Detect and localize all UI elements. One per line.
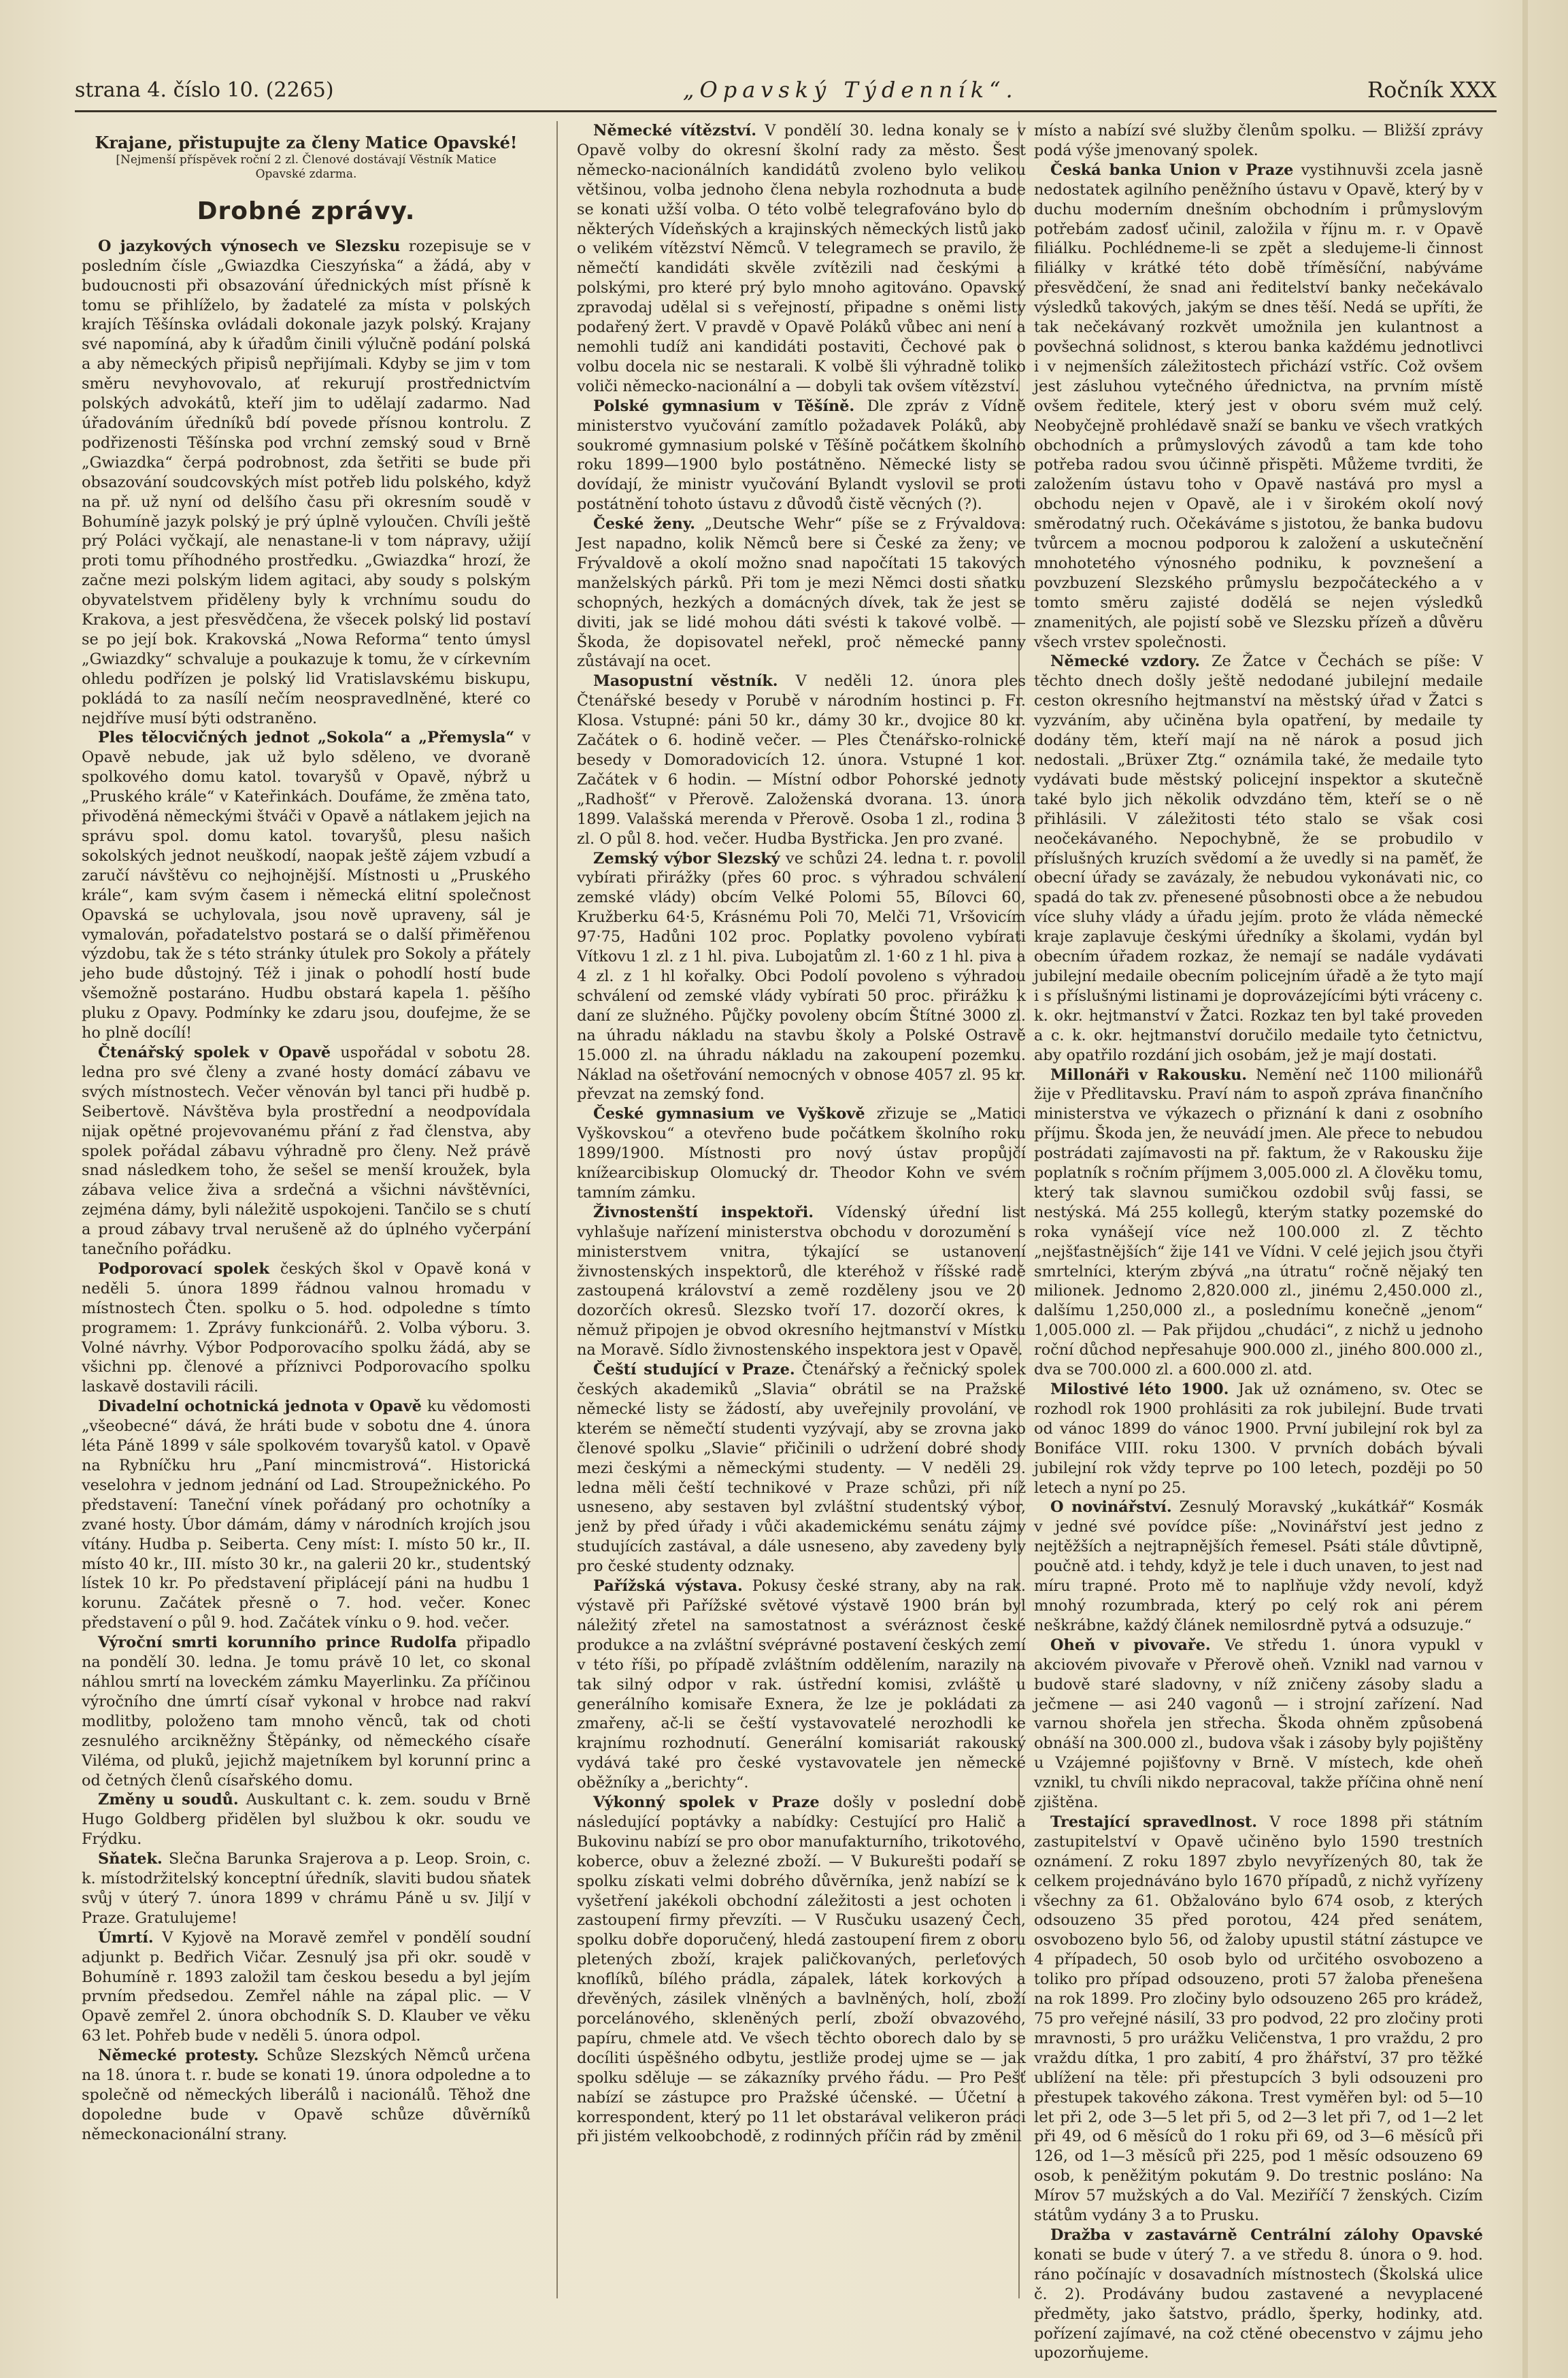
- article-heading: Polské gymnasium v Těšíně.: [593, 397, 855, 415]
- article-heading: Německé vítězství.: [593, 122, 757, 139]
- header-rule: [75, 110, 1497, 112]
- article-heading: Úmrtí.: [98, 1928, 154, 1947]
- article-heading: Ples tělocvičných jednot „Sokola“ a „Přemysla“: [98, 729, 515, 747]
- article-body: Jak už oznámeno, sv. Otec se rozhodl rok 1900 prohlásiti za rok jubilejní. Bude trvati od vánoc 1899 do vánoc 1900. První jubilejní rok byl za Bonifáce VIII. roku 1300. V prvních dobách bývali jubilejní rok vždy teprve po 100 letech, později po 50 letech a nyní po 25.: [1034, 1381, 1483, 1497]
- column-divider: [556, 121, 558, 2298]
- article-body: V neděli 12. února ples Čtenářské besedy v Porubě v národním hostinci p. Fr. Klosa. Vstupné: páni 50 kr., dámy 30 kr., dvojice 80 kr. Začátek o 6. hodině večer. — Ples Čtenářsko-rolnické besedy v Domoradovicích 12. února. Vstupné 1 kor. Začátek v 6 hodin. — Místní odbor Pohorské jednoty „Radhošť“ v Přerově. Založenská dvorana. 13. února 1899. Valašská merenda v Přerově. Osoba 1 zl., rodina 3 zl. O půl 8. hod. večer. Hudba Bystřicka. Jen pro zvané.: [577, 672, 1026, 848]
- section-title: Drobné zprávy.: [197, 197, 416, 225]
- article-paragraph: [577, 1360, 1026, 1576]
- article-paragraph: [577, 1104, 1026, 1203]
- article-paragraph: [1034, 121, 1483, 161]
- article-heading: O novinářství.: [1050, 1498, 1172, 1517]
- article-heading: Výkonný spolek v Praze: [593, 1794, 820, 1812]
- article-paragraph: [577, 1576, 1026, 1793]
- article-body: ve schůzi 24. ledna t. r. povolil vybírati přirážky (přes 60 proc. s výhradou schválení zemské vlády) obcím Velké Polomi 55, Bílovci 60, Kružberku 64·5, Krásnému Poli 70, Melči 71, Vršovicím 97·75, Hadůni 102 proc. Poplatky povoleno vybírati Vítkovu 1 zl. z 1 hl. piva. Lubojatům zl. 1·60 z 1 hl. piva a 4 zl. z 1 hl kořalky. Obci Podolí povoleno s výhradou schválení od zemské vlády vybírati 50 proc. přirážku k daní ze služného. Půjčky povoleny obcím Štítné 3000 zl. na úhradu nákladu na stavbu školy a Polské Ostravě 15.000 zl. na úhradu nákladu na zakoupení pozemku. Náklad na ošetřování nemocných v obnose 4057 zl. 95 kr. převzat na zemský fond.: [577, 849, 1026, 1104]
- article-heading: Dražba v zastavárně Centrální zálohy Opavské: [1050, 2226, 1483, 2244]
- article-heading: Změny u soudů.: [98, 1791, 239, 1809]
- notice-text: [Nejmenší příspěvek roční 2 zl. Členové dostávají Věstník Matice: [116, 152, 497, 167]
- article-heading: Millonáři v Rakousku.: [1050, 1066, 1248, 1084]
- article-paragraph: [82, 1259, 531, 1397]
- article-body: Pokusy české strany, aby na rak. výstavě při Pařížské světové výstavě 1900 brán byl náležitý zřetel na samostatnost a svéráznost české produkce a na zvláštní svéprávné postavení českých zemí v této říši, po případě zvláštním oddělením, narazily na tak silný odpor v rak. ústřední komisi, zvláště u generálního komisaře Exnera, že lze je pokládati za zmařeny, ač-li se čeští vystavovatelé nerozhodli ke krajnímu rozhodnutí. Generální komisariát rakouský vydává také pro české vystavovatele jen německé oběžníky a „berichty“.: [577, 1577, 1026, 1792]
- article-body: ku vědomosti „všeobecné“ dává, že hráti bude v sobotu dne 4. února léta Páně 1899 v sále spolkovém tovaryšů katol. v Opavě na Rybníčku hru „Paní mincmistrová“. Historická veselohra v jednom jednání od Lad. Stroupežnického. Po představení: Taneční vínek pořádaný pro ochotníky a zvané hosty. Úbor dámám, dámy v národních krojích jsou vítány. Hudba p. Seiberta. Ceny míst: I. místo 50 kr., II. místo 40 kr., III. místo 30 kr., na galerii 20 kr., studentský lístek 10 kr. Po představení připlácejí páni na hudbu 1 korunu. Začátek přesně o 7. hod. večer. Konec představení o půl 9. hod. Začátek vínku o 9. hod. večer.: [82, 1398, 531, 1632]
- article-heading: Zemský výbor Slezský: [593, 849, 780, 868]
- article-heading: Čeští studující v Praze.: [593, 1361, 795, 1379]
- article-body: Ve středu 1. února vypukl v akciovém pivovaře v Přerově oheň. Vznikl nad varnou v budově staré sladovny, v níž zničeny zásoby sladu a ječmene — asi 240 vagonů — i strojní zařízení. Nad varnou shořela jen střecha. Škoda ohněm způsobená obnáší na 300.000 zl., budova však i zásoby byly pojištěny u Vzájemné pojišťovny v Brně. V místech, kde oheň vznikl, tu chvíli nikdo nepracoval, takže příčina ohně není zjištěna.: [1034, 1636, 1483, 1812]
- article-heading: Oheň v pivovaře.: [1050, 1636, 1211, 1654]
- article-body: Slečna Barunka Srajerova a p. Leop. Sroin, c. k. místodržitelský konceptní úředník, slaviti budou sňatek svůj v úterý 7. února 1899 v chrámu Páně u sv. Jiljí v Praze. Gratulujeme!: [82, 1850, 531, 1927]
- notice-text: Opavské zdarma.: [255, 167, 357, 181]
- article-paragraph: [577, 121, 1026, 397]
- article-paragraph: [82, 728, 531, 1043]
- volume-label: Ročník XXX: [1367, 77, 1497, 103]
- article-paragraph: [577, 849, 1026, 1105]
- article-body: V Kyjově na Moravě zemřel v pondělí soudní adjunkt p. Bedřich Vičar. Zesnulý jsa při okr. soudě v Bohumíně r. 1893 založil tam českou besedu a byl jejím prvním předsedou. Zemřel náhle na zápal plic. — V Opavě zemřel 2. února obchodník S. D. Klauber ve věku 63 let. Pohřeb bude v neděli 5. února odpol.: [82, 1928, 531, 2045]
- article-paragraph: [82, 1849, 531, 1928]
- article-paragraph: [1034, 1813, 1483, 2226]
- article-heading: Výroční smrti korunního prince Rudolfa: [98, 1634, 457, 1652]
- article-list: [1034, 121, 1483, 2363]
- article-body: vystihnuvši zcela jasně nedostatek agilního peněžního ústavu v Opavě, který by v duchu moderním dnešním obchodním i průmyslovým potřebám zadosť učinil, založila v říjnu m. r. v Opavě filiálku. Pochlédneme-li se zpět a sledujeme-li činnost filiálky v krátké této době tříměsíční, nabýváme přesvědčení, že snad ani ředitelství banky nečekávalo výsledků takových, jakým se dnes těší. Nedá se upříti, že tak nečekávaný rozkvět umožnila jen kulantnost a povšechná solidnost, s kterou banka každému jednotlivci i v nejmenších záležitostech přichází vstříc. Což ovšem jest zásluhou vytečného úřednictva, na prvním místě ovšem ředitele, který jest v oboru svém muž celý. Neobyčejně prohlédavě snaží se banku ve všech vratkých obchodních a průmyslových závodů a tam kde toho potřeba radou svou účinně přispěti. Můžeme tvrditi, že založením ústavu toho v Opavě nastává pro mysl a obchodu nejen v Opavě, ale i v širokém okolí nový směrodatný ruch. Očekáváme s jistotou, že banka budovu tvůrcem a mocnou podporou k založení a uskutečnění mnohotetého výnosného podniku, k povznešení a povzbuzení Slezského průmyslu bezpočáteckého a v tomto směru zajisté dodělá se nejen výsledků znamenitých, ale pojistí sobě ve Slezsku přízeň a důvěru všech vrstev společnosti.: [1034, 161, 1483, 651]
- article-heading: Pařížská výstava.: [593, 1577, 743, 1596]
- article-body: uspořádal v sobotu 28. ledna pro své členy a zvané hosty domácí zábavu ve svých místnostech. Večer věnován byl tanci při hudbě p. Seibertově. Návštěva byla prostřední a neodpovídala nijak opětné projevovanému přání z řad členstva, aby spolek pořádal zábavu výhradně pro členy. Než právě snad následkem toho, že sešel se menší kroužek, byla zábava velice živa a srdečná a všichni návštěvníci, zejména dámy, byli náležitě uspokojeni. Tančilo se s chutí a proud zábavy trval nerušeně až do úplného vyčerpání tanečního pořádku.: [82, 1043, 531, 1259]
- column-3: [1034, 121, 1483, 2363]
- article-heading: České gymnasium ve Vyškově: [593, 1105, 865, 1123]
- column-1: [82, 121, 531, 2145]
- notice-headline: Krajane, přistupujte za členy Matice Opavské!: [95, 133, 518, 152]
- article-body: Nemění neč 1100 milionářů žije v Předlitavsku. Praví nám to aspoň zpráva finančního ministerstva ve výkazech o přiznání k dani z osobního příjmu. Škoda jen, že neuvádí jmen. Ale přece to nebudou postrádati zajímavosti na př. faktum, že v Rakousku žije poplatník s ročním příjmem 3,005.000 zl. A člověku tomu, který tak slavnou sumičkou ozdobil svůj fassi, se nestýská. Má 255 kollegů, kterým statky pozemské do roka vynášejí více než 100.000 zl. Z těchto „nejšťastnějších“ žije 141 ve Vídni. V celé jejich jsou čtyři smrtelníci, kterým zbývá „na útratu“ ročně nějaký ten milionek. Jednomo 2,820.000 zl., jinému 2,450.000 zl., dalšímu 1,250,000 zl., a poslednímu konečně „jenom“ 1,005.000 zl. — Pak přijdou „chudáci“, z nichž u jednoho roční důchod nepřesahuje 900.000 zl., jiného 800.000 zl., dva se 700.000 zl. a 600.000 zl. atd.: [1034, 1066, 1483, 1379]
- article-body: rozepisuje se v posledním čísle „Gwiazdka Cieszyńska“ a žádá, aby v budoucnosti při obsazování úřednických míst přísně k tomu se přihlíželo, by žadatelé za místa v polských krajích Těšínska ovládali dokonale jazyk polský. Krajany své napomíná, aby k úřadům činili výlučně podání polská a aby německých připisů nepřijímali. Kdyby se jim v tom směru nevyhovovalo, ať rekurují prostřednictvím polských advokátů, kteří jim to udělají zadarmo. Nad úřadováním úředníků bdí povede přísnou kontrolu. Z podřizenosti Těšínska pod vrchní zemský soud v Brně „Gwiazdka“ čerpá podrobnost, zda šetřiti se bude při obsazování soudcovských míst potřeb lidu polského, když na př. už nyní od delšího času při okresním soudě v Bohumíně jazyk polský je prý úplně vyloučen. Chvíli ještě prý Poláci vyčkají, ale nenastane-li v tom nápravy, užijí proti tomu příhodného prostředku. „Gwiazdka“ hrozí, že začne mezi polským lidem agitaci, aby soudy s polským obyvatelstvem přiděleny byly k vrchnímu soudu do Krakova, a jest přesvědčena, že všecek polský lid postaví se po její bok. Krakovská „Nowa Reforma“ tento úmysl „Gwiazdky“ schvaluje a poukazuje k tomu, že v církevním ohledu podřízen je polský lid Vratislavskému biskupu, pokládá to za nasílí nečím neospravedlněné, které co nejdříve musí býti odstraněno.: [82, 237, 531, 727]
- article-paragraph: [82, 1790, 531, 1849]
- article-body: došly v poslední době následující poptávky a nabídky: Cestující pro Halič a Bukovinu nabízí se pro obor manufakturního, trikotového, koberce, obuv a železné zboží. — V Bukurešti podaří se spolku získati velmi dobrého důvěrníka, jenž nabízí se k vyšetření jakékoli obchodní záležitosti a jest ochoten i zastoupení firmy převzíti. — V Rusčuku usazený Čech, spolku dobře doporučený, hledá zastoupení firem z oboru pletených zboží, krajek paličkovaných, perleťových knoflíků, bílého prádla, zápalek, látek korkových a dřevěných, zásilek vlněných a bavlněných, holí, zboží porcelánového, skleněných perlí, zboží obvazového, papíru, chmele atd. Ve všech těchto oborech dalo by se docíliti úspěšného odbytu, jestliže prodej ujme se — jak spolku sděluje — se zákazníky prvého řádu. — Pro Pešť nabízí se zástupce pro Pražské účenské. — Účetní a korrespondent, který po 11 let obstarával velikeron práci při jistém velkoobchodě, z rodinných příčin rád by změnil: [577, 1794, 1026, 2146]
- article-heading: Živnostenští inspektoři.: [593, 1203, 814, 1221]
- article-paragraph: [82, 1633, 531, 1790]
- article-heading: České ženy.: [593, 515, 696, 533]
- column-2: [577, 121, 1026, 2147]
- article-body: zřizuje se „Matici Vyškovskou“ a otevřeno bude počátkem školního roku 1899/1900. Místnosti pro nový ústav propůjčí knížearcibiskup Olomucký dr. Theodor Kohn ve svém tamním zámku.: [577, 1105, 1026, 1202]
- article-body: Vídenský úřední list vyhlašuje nařízení ministerstva obchodu v dorozumění s ministerstvem vnitra, týkající se ustanovení živnostenských inspektorů, dle kteréhož v říšské radě zastoupená království a země rozděleny jsou ve 20 dozorčích okresů. Slezsko tvoří 17. dozorčí okres, k němuž připojen je obvod okresního hejtmanství v Místku na Moravě. Sídlo živnostenského inspektora jest v Opavě.: [577, 1203, 1026, 1359]
- article-paragraph: [82, 1397, 531, 1633]
- article-list: [577, 121, 1026, 2147]
- article-body: V roce 1898 při státním zastupitelství v Opavě učiněno bylo 1590 trestních oznámení. Z roku 1897 zbylo nevyřízených 80, tak že celkem projednáváno bylo 1670 případů, z nichž vyřízeny všechny za 61. Obžalováno bylo 674 osob, z kterých odsouzeno 35 před porotou, 424 před senátem, osvobozeno bylo 56, od žaloby upustil státní zástupce ve 4 případech, 50 osob bylo od určitého osvobozeno a toliko pro případ odsouzeno, proti 57 žaloba přenešena na rok 1899. Pro zločiny bylo odsouzeno 265 pro krádež, 75 pro veřejné násilí, 33 pro podvod, 22 pro zločiny proti mravnosti, 5 pro urážku Veličenstva, 1 pro vraždu, 2 pro vraždu dítka, 1 pro zabití, 4 pro žhářství, 37 pro těžké ublížení na těle: při přestupcích 3 byli odsouzeni pro přestupek takového zákona. Trest vyměřen byl: od 5—10 let při 2, ode 3—5 let při 5, od 2—3 let při 7, od 1—2 let při 49, od 6 měsíců do 1 roku při 69, od 3—6 měsíců při 126, od 1—3 měsíců při 225, pod 1 měsíc odsouzeno 69 osob, k peněžitým pokutám 9. Do trestnic posláno: Na Mírov 57 mužských a do Val. Meziříčí 7 ženských. Cizím státům vydány 3 a to Prusku.: [1034, 1813, 1483, 2225]
- article-heading: Trestající spravedlnost.: [1050, 1813, 1258, 1831]
- article-heading: O jazykových výnosech ve Slezsku: [98, 237, 401, 255]
- article-body: Schůze Slezských Němců určena na 18. února t. r. bude se konati 19. února odpoledne a to společně od německých liberálů i nacionálů. Těhož dne dopoledne bude v Opavě schůze důvěrníků německonacionální strany.: [82, 2047, 531, 2143]
- article-heading: Milostivé léto 1900.: [1050, 1381, 1229, 1398]
- newspaper-title: „Opavský Týdenník“.: [682, 77, 1018, 103]
- page-number-issue: strana 4. číslo 10. (2265): [75, 78, 334, 102]
- article-heading: Německé protesty.: [98, 2047, 259, 2065]
- article-body: „Deutsche Wehr“ píše se z Frývaldova: Jest napadno, kolik Němců bere si České za ženy; ve Frývaldově a okolí možno snad napočítati 15 takových manželských párků. Při tom je mezi Němci dosti sňatku schopných, hezkých a domácných dívek, tak že jest se diviti, jak se lidé mohou dáti svésti k takové volbě. — Škoda, že dopisovatel neřekl, proč německé panny zůstávají na ocet.: [577, 515, 1027, 671]
- article-paragraph: [82, 2046, 531, 2145]
- article-heading: Podporovací spolek: [98, 1259, 269, 1278]
- matice-notice: [82, 133, 531, 182]
- article-body: českých škol v Opavě koná v neděli 5. února 1899 řádnou valnou hromadu v místnostech Čten. spolku o 5. hod. odpoledne s tímto programem: 1. Zprávy funkcionářů. 2. Volba výboru. 3. Volné návrhy. Výbor Podporovacího spolku žádá, aby se všichni pp. členové a příznivci Podporovacího spolku laskavě dostavili rácili.: [82, 1259, 531, 1396]
- article-body: Zesnulý Moravský „kukátkář“ Kosmák v jedné své povídce píše: „Novinářství jest jedno z nejtěžších a nejtrapnějších řemesel. Psáti stále důvtipně, poučně atd. i tehdy, když je tele i duch unaven, to jest nad míru trapné. Proto mě to naplňuje vždy nevolí, když mnohý rozumbrada, který po celý rok ani pérem neškrábne, každý článek nemilosrdně pytvá a odsuzuje.“: [1034, 1498, 1483, 1634]
- article-paragraph: [82, 1043, 531, 1259]
- article-paragraph: [577, 397, 1026, 514]
- article-paragraph: [1034, 1066, 1483, 1381]
- article-heading: Masopustní věstník.: [593, 672, 778, 691]
- article-paragraph: [82, 237, 531, 729]
- article-heading: Česká banka Union v Praze: [1050, 161, 1294, 179]
- article-paragraph: [577, 1793, 1026, 2147]
- article-paragraph: [1034, 1498, 1483, 1635]
- article-body: konati se bude v úterý 7. a ve středu 8. února o 9. hod. ráno počínajíc v dosavadních místnostech (Školská ulice č. 2). Prodávány budou zastavené a nevyplacené předměty, jako šatstvo, prádlo, šperky, hodinky, atd. pořízení zajímavé, na což ctěné obecenstvo v zájmu jeho upozorňujeme.: [1034, 2245, 1483, 2362]
- article-heading: Divadelní ochotnická jednota v Opavě: [98, 1398, 422, 1416]
- article-paragraph: [1034, 161, 1483, 653]
- article-heading: Sňatek.: [98, 1850, 163, 1868]
- article-heading: Čtenářský spolek v Opavě: [98, 1043, 331, 1061]
- article-paragraph: [577, 672, 1026, 848]
- article-paragraph: [1034, 1380, 1483, 1498]
- article-paragraph: [1034, 1636, 1483, 1813]
- article-paragraph: [82, 1928, 531, 2046]
- article-paragraph: [577, 514, 1026, 672]
- article-body: Čtenářský a řečnický spolek českých akademiků „Slavia“ obrátil se na Pražské německé listy se žádostí, aby uveřejnily provolání, ve kterém se němečtí studenti vyzývají, aby se zrovna jako členové spolku „Slavie“ přičinili o udržení dobré shody mezi českými a německými studenty. — V neděli 29. ledna měli čeští technikové v Praze schůzi, při níž usneseno, aby sestaven byl zvláštní studentský výbor, jenž by před úřady i vůči akademickému senátu zájmy studujících zastával, a dále usneseno, aby zavedeny byly pro české studenty odznaky.: [577, 1361, 1026, 1576]
- article-heading: Německé vzdory.: [1050, 653, 1200, 671]
- article-body: Ze Žatce v Čechách se píše: V těchto dnech došly ještě nedodané jubilejní medaile ceston okresního hejtmanství na městský úřad v Žatci s vyzváním, aby učiněna byla opatření, by medaile ty dodány těm, kteří mají na ně nárok a posud jich nedostali. „Brüxer Ztg.“ oznámila také, že medaile tyto vydávati bude městský policejní inspektor a skutečně také bylo jich několik odvzdáno těm, kteří se o ně přihlásili. V záležitosti této stalo se však cosi neočekávaného. Nepochybně, že se probudilo v příslušných kruzích svědomí a že uvedly si na paměť, že obecní úřady se zavázaly, že nebudou vykonávati nic, co spadá do tak zv. přenesené působnosti obce a že nebudou více sluhy vlády a úřadu jejím. proto že vláda německé kraje zaplavuje českými úředníky a školami, vydán byl obecním úřadem rozkaz, že nemají se nadále vydávati jubilejní medaile obecním policejním úřadě a že tyto mají i s příslušnými listinami je doprovázejícími býti vráceny c. k. okr. hejtmanství v Žatci. Rozkaz ten byl také proveden a c. k. okr. hejtmanství doručilo medaile tyto četnictvu, aby opatřilo rozdání jich osobám, jež je mají dostati.: [1034, 653, 1484, 1064]
- article-paragraph: [1034, 652, 1483, 1065]
- article-paragraph: [577, 1203, 1026, 1360]
- article-body: Auskultant c. k. zem. soudu v Brně Hugo Goldberg přidělen byl službou k okr. soudu ve Frýdku.: [82, 1791, 531, 1849]
- article-list: [82, 237, 531, 2145]
- article-paragraph: [1034, 2226, 1483, 2363]
- article-body: V pondělí 30. ledna konaly se v Opavě volby do okresní školní rady za město. Šest německo-nacionálních kandidátů zvoleno bylo velikou většinou, volba jednoho člena nebyla rozhodnuta a bude se konati užší volba. O této volbě telegrafováno bylo do některých Vídeňských a krajinských německých listů jako o velikém vítězství Němců. V telegramech se pravilo, že němečtí kandidáti skvěle zvítězili nad českými a polskými, pro které prý bylo mnoho agitováno. Opavský zpravodaj udělal si s veřejností, připadne s oněmi listy podařený žert. V pravdě v Opavě Poláků vůbec ani není a nemohli tudíž ani kandidáti postaviti, Čechové pak o volbu docela nic se nestarali. K volbě šli výhradně toliko voliči německo-nacionální a — dobyli tak ovšem vítězství.: [577, 122, 1026, 395]
- page-header: [75, 73, 1497, 106]
- page-edge: [1522, 0, 1528, 2378]
- article-body: místo a nabízí své služby členům spolku. — Bližší zprávy podá výše jmenovaný spolek.: [1034, 122, 1483, 159]
- article-body: v Opavě nebude, jak už bylo sděleno, ve dvoraně spolkového domu katol. tovaryšů v Opavě, nýbrž u „Pruského krále“ v Kateřinkách. Doufáme, že změna tato, přivoděná německými štváči v Opavě a nátlakem jejich na správu spol. domu katol. tovaryšů, plesu našich sokolských jednot neuškodí, naopak ještě zájem vzbudí a zaručí návštěvu co nejhojnější. Místnosti u „Pruského krále“, kam svým časem i německá elitní společnost Opavská se uchylovala, jsou nově upraveny, sál je vymalován, pořadatelstvo postará se o další přiměřenou výzdobu, tak že s této stránky útulek pro Sokoly a přátely jeho bude důstojný. Též i jinak o pohodlí hostí bude všemožně postaráno. Hudbu obstará kapela 1. pěšího pluku z Opavy. Podmínky ke zdaru jsou, doufejme, že se ho plně docílí!: [82, 729, 531, 1042]
- article-body: Dle zpráv z Vídně ministerstvo vyučování zamítlo požadavek Poláků, aby soukromé gymnasium polské v Těšíně počátkem školního roku 1899—1900 bylo postátněno. Německé listy se dovídají, že ministr vyučování Bylandt vyslovil se proti postátnění tohoto ústavu z důvodů čistě věcných (?).: [577, 397, 1026, 514]
- article-body: připadlo na pondělí 30. ledna. Je tomu právě 10 let, co skonal náhlou smrtí na loveckém zámku Mayerlinku. Za příčinou výročního dne úmrtí císař vykonal v hrobce nad rakví modlitby, položeno tam mnoho věnců, tak od choti zesnulého arcikněžny Štěpánky, od německého císaře Viléma, od pluků, jejichž majetníkem byl korunní princ a od četných členů císařského domu.: [82, 1634, 531, 1789]
